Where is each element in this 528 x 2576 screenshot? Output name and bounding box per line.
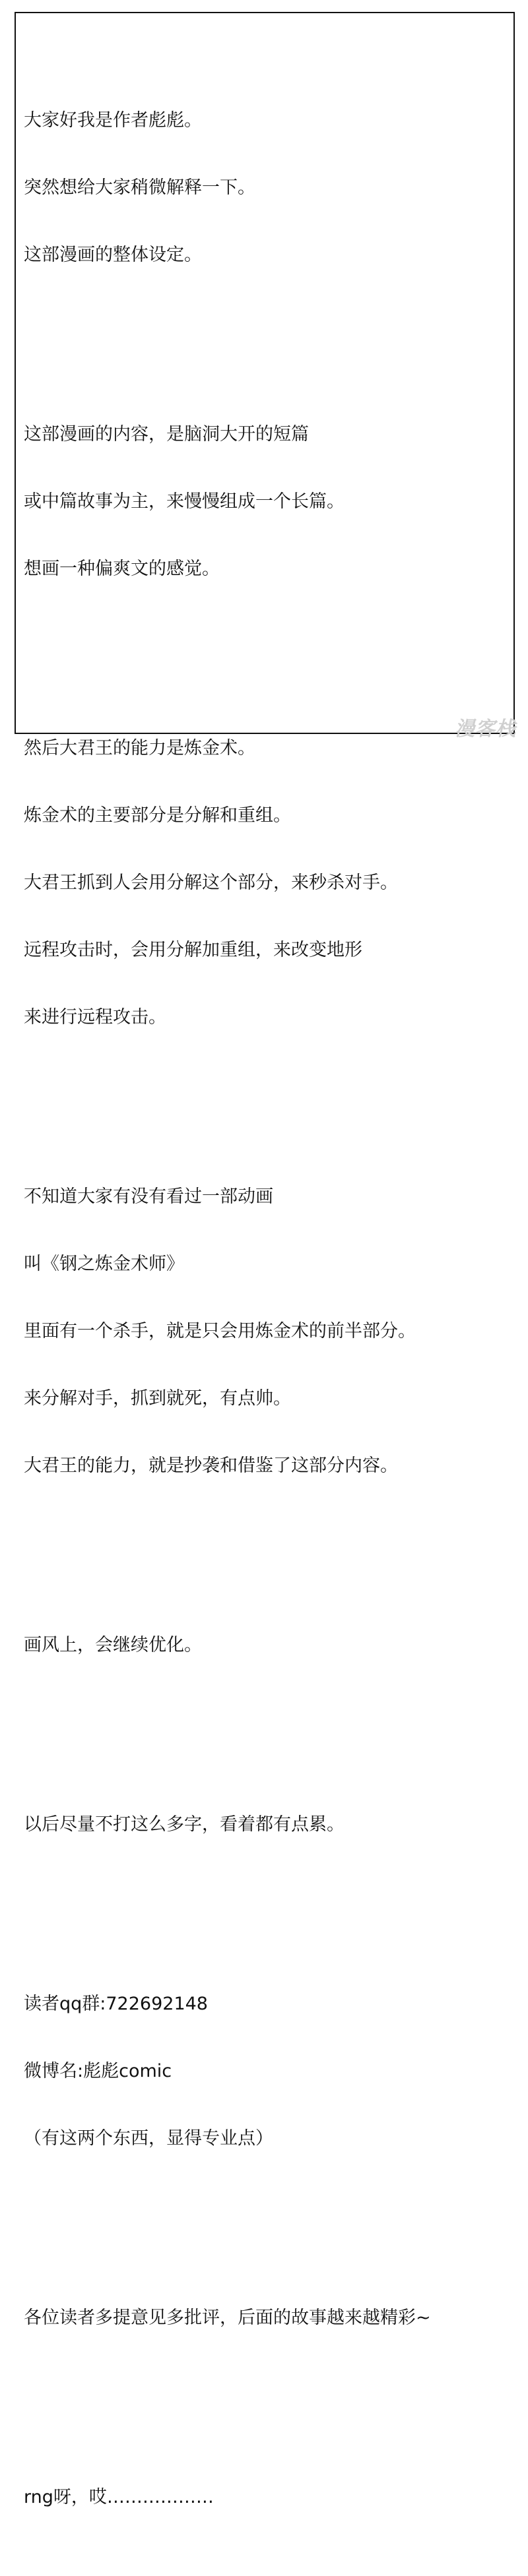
- text-line: 大君王的能力，就是抄袭和借鉴了这部分内容。: [24, 1456, 398, 1476]
- text-line: 叫《钢之炼金术师》: [24, 1254, 184, 1274]
- text-line: 想画一种偏爽文的感觉。: [24, 559, 220, 579]
- text-line: 大君王抓到人会用分解这个部分，来秒杀对手。: [24, 873, 398, 893]
- text-line: 来进行远程攻击。: [24, 1007, 166, 1027]
- paragraph-closing: [24, 2441, 506, 2554]
- text-line: 来分解对手，抓到就死，有点帅。: [24, 1388, 291, 1409]
- text-line: rng呀，哎………………: [24, 2487, 214, 2507]
- text-line: 炼金术的主要部分是分解和重组。: [24, 805, 291, 826]
- paragraph-less-text: [24, 1769, 506, 1881]
- paragraph-reference: [24, 1141, 506, 1522]
- text-line: 大家好我是作者彪彪。: [24, 110, 202, 131]
- text-line: 这部漫画的内容，是脑洞大开的短篇: [24, 424, 309, 445]
- paragraph-ability: [24, 692, 506, 1074]
- text-line: 突然想给大家稍微解释一下。: [24, 177, 255, 198]
- text-line: 不知道大家有没有看过一部动画: [24, 1186, 273, 1207]
- text-line: 然后大君王的能力是炼金术。: [24, 738, 255, 758]
- weibo-line: 微博名:彪彪comic: [24, 2061, 172, 2081]
- text-line: 以后尽量不打这么多字，看着都有点累。: [24, 1814, 345, 1835]
- text-line: 画风上，会继续优化。: [24, 1635, 202, 1655]
- text-line: 或中篇故事为主，来慢慢组成一个长篇。: [24, 491, 345, 512]
- watermark-logo: 漫客栈: [455, 718, 516, 741]
- paragraph-contact: [24, 1948, 506, 2195]
- paragraph-content: [24, 379, 506, 625]
- paragraph-art-style: [24, 1589, 506, 1702]
- text-line: （有这两个东西，显得专业点）: [24, 2128, 273, 2149]
- author-note: [24, 20, 506, 2576]
- paragraph-intro: [24, 65, 506, 311]
- text-line: 这部漫画的整体设定。: [24, 245, 202, 265]
- qq-group-line: 读者qq群:722692148: [24, 1994, 208, 2014]
- paragraph-feedback: [24, 2262, 506, 2374]
- text-line: 各位读者多提意见多批评，后面的故事越来越精彩~: [24, 2308, 431, 2328]
- text-line: 远程攻击时，会用分解加重组，来改变地形: [24, 940, 362, 960]
- text-line: 里面有一个杀手，就是只会用炼金术的前半部分。: [24, 1321, 416, 1341]
